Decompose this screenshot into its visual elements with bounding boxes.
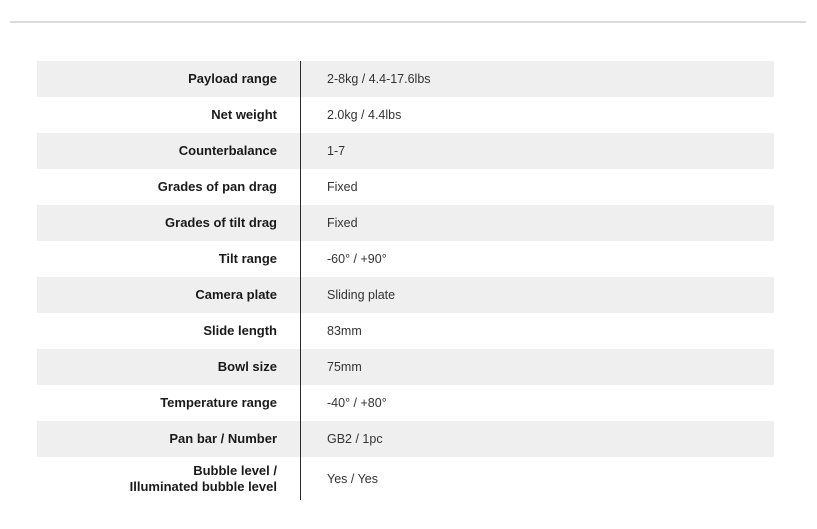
spec-row-pan-drag: [37, 169, 774, 205]
spec-row-counterbalance: [37, 133, 774, 169]
spec-label: Slide length: [203, 323, 277, 338]
spec-value: -60° / +90°: [300, 241, 774, 277]
spec-value: GB2 / 1pc: [300, 421, 774, 457]
spec-label: Bubble level / Illuminated bubble level: [129, 462, 277, 494]
spec-value: 83mm: [300, 313, 774, 349]
spec-label: Pan bar / Number: [169, 431, 277, 446]
spec-value: 1-7: [300, 133, 774, 169]
spec-label: Grades of pan drag: [157, 179, 277, 194]
spec-row-tilt-drag: [37, 205, 774, 241]
spec-row-bubble-level: [37, 457, 774, 500]
spec-row-camera-plate: [37, 277, 774, 313]
spec-row-tilt-range: [37, 241, 774, 277]
spec-value: -40° / +80°: [300, 385, 774, 421]
spec-row-slide-length: [37, 313, 774, 349]
spec-row-pan-bar: [37, 421, 774, 457]
spec-value: Fixed: [300, 205, 774, 241]
spec-label: Tilt range: [218, 251, 277, 266]
spec-table: [37, 61, 774, 500]
top-divider: [10, 21, 806, 23]
spec-label: Bowl size: [217, 359, 277, 374]
spec-label: Net weight: [211, 107, 277, 122]
spec-row-payload-range: [37, 61, 774, 97]
spec-label: Camera plate: [195, 287, 277, 302]
spec-row-bowl-size: [37, 349, 774, 385]
spec-label: Grades of tilt drag: [165, 215, 277, 230]
spec-value: 2-8kg / 4.4-17.6lbs: [300, 61, 774, 97]
spec-value: Yes / Yes: [300, 457, 774, 500]
spec-label: Temperature range: [160, 395, 277, 410]
spec-row-net-weight: [37, 97, 774, 133]
spec-row-temperature-range: [37, 385, 774, 421]
spec-label: Counterbalance: [178, 143, 277, 158]
spec-value: 2.0kg / 4.4lbs: [300, 97, 774, 133]
spec-value: 75mm: [300, 349, 774, 385]
spec-value: Fixed: [300, 169, 774, 205]
spec-value: Sliding plate: [300, 277, 774, 313]
spec-label: Payload range: [188, 71, 277, 86]
